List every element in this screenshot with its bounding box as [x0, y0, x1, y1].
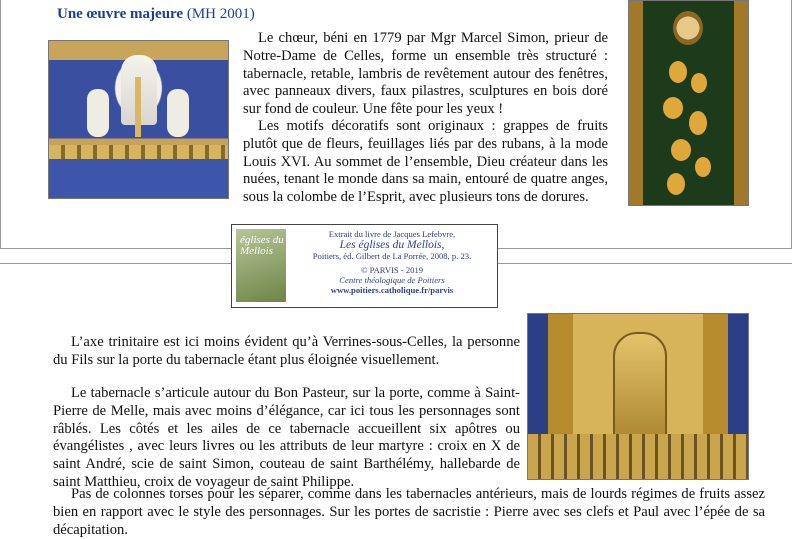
- angel-left: [87, 89, 109, 137]
- altar-cross: [135, 77, 141, 137]
- heading-ref: (MH 2001): [186, 6, 255, 22]
- frame-left-top: [0, 0, 1, 248]
- paragraph-choeur: Le chœur, béni en 1779 par Mgr Marcel Simon, prieur de Notre-Dame de Celles, forme un ensemble très structuré : tabernacle, retable, lambris de revêtement autour des fenêtres, avec panneaux divers, faux pilastres, sculptures en bois doré sur fond de couleur. Une fête pour les yeux !: [243, 30, 608, 118]
- credit-book-title: Les églises du Mellois,: [339, 239, 445, 252]
- tabernacle-base: [528, 434, 748, 479]
- paragraph-tabernacle: Le tabernacle s’articule autour du Bon Pasteur, sur la porte, comme à Saint-Pierre de Melle, mais avec moins d’élégance, car ici tous les personnages sont râblés. Les côtés et les ailes de ce tabernacle accueillent six apôtres ou évangélistes , avec leurs livres ou les attributs de leur martyre : croix en X de saint André, scie de saint Simon, couteau de saint Barthélémy, hallebarde de saint Matthieu, croix de voyageur de saint Philippe.: [53, 385, 520, 490]
- paragraph-axe-trinitaire: L’axe trinitaire est ici moins évident qu’à Verrines-sous-Celles, la personne du Fils sur la porte du tabernacle étant plus éloignée visuellement.: [53, 334, 520, 368]
- section-heading: [57, 6, 255, 23]
- angel-right: [167, 89, 189, 137]
- credit-text: [292, 229, 492, 295]
- tabernacle-door: [613, 332, 667, 436]
- credit-line-publisher: Poitiers, éd. Gilbert de La Porrée, 2008, p. 23.: [312, 251, 472, 262]
- heading-title: Une œuvre majeure: [57, 6, 184, 22]
- fruit-ornament: [669, 61, 687, 83]
- fruit-ornament: [667, 173, 685, 195]
- altar-photo: [48, 40, 229, 199]
- fruit-ornament: [691, 73, 707, 93]
- tabernacle-photo: [527, 313, 749, 480]
- cherub-head: [673, 11, 703, 45]
- credit-line-author: Extrait du livre de Jacques Lefebvre,: [328, 229, 456, 239]
- gold-frieze: [49, 145, 228, 159]
- frame-divider-left: [0, 248, 231, 249]
- credit-centre: Centre théologique de Poitiers: [339, 274, 445, 285]
- fruit-ornament: [663, 97, 683, 119]
- frame-divider-right: [496, 248, 792, 249]
- fruit-ornament: [671, 139, 691, 161]
- fruit-ornament: [689, 111, 707, 135]
- credit-box: [231, 224, 498, 308]
- paragraph-motifs: Les motifs décoratifs sont originaux : grappes de fruits plutôt que de fleurs, feuillages liés par des rubans, à la mode Louis XVI. Au sommet de l’ensemble, Dieu créateur dans les nuées, tenant le monde dans sa main, entouré de quatre anges, sous la colombe de l’Esprit, avec plusieurs tons de dorures.: [243, 118, 608, 206]
- frame-divider-right-2: [496, 263, 792, 264]
- frame-divider-left-2: [0, 263, 231, 264]
- credit-url-link[interactable]: www.poitiers.catholique.fr/parvis: [330, 285, 454, 296]
- book-cover-image: [236, 229, 286, 302]
- fruit-ornament: [695, 157, 711, 177]
- paragraph-colonnes: Pas de colonnes torses pour les séparer, comme dans les tabernacles antérieurs, mais de lourds régimes de fruits assez bien en rapport avec le style des personnages. Sur les portes de sacristie : Pierre avec ses clefs et Paul avec l’épée de sa décapitation.: [53, 486, 765, 538]
- book-cover-logo: églises du Mellois: [240, 234, 284, 257]
- credit-copyright: © PARVIS - 2019: [360, 264, 424, 275]
- carved-panel-photo: [628, 0, 749, 206]
